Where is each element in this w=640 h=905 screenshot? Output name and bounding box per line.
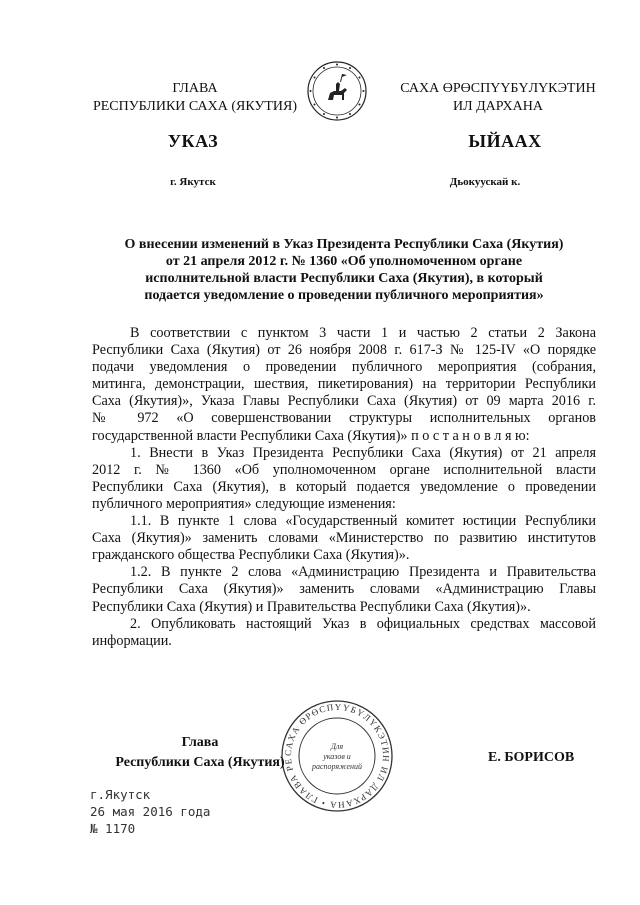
signature-title — [100, 733, 300, 773]
body-line: Республики Саха (Якутия), в который подается уведомление о проведении — [92, 478, 596, 495]
header-left-line1: ГЛАВА — [172, 81, 218, 96]
document-body — [92, 325, 596, 650]
signature-name: Е. БОРИСОВ — [488, 750, 575, 765]
body-line: 1. Внести в Указ Президента Республики Саха (Якутия) от 21 апреля — [130, 444, 596, 461]
body-line: В соответствии с пунктом 3 части 1 и частью 2 статьи 2 Закона — [130, 325, 596, 341]
title-line: от 21 апреля 2012 г. № 1360 «Об уполномоченном органе — [165, 254, 523, 269]
city-ru: г. Якутск — [170, 176, 216, 188]
body-line: информации. — [92, 632, 172, 649]
footer-city: г.Якутск — [90, 787, 151, 802]
body-line: 1.1. В пункте 1 слова «Государственный комитет юстиции Республики — [130, 513, 596, 530]
footer-date: 26 мая 2016 года — [90, 804, 211, 819]
header-right — [392, 80, 604, 116]
stamp-center-line2: указов и — [323, 752, 351, 761]
header-left — [70, 80, 320, 116]
footer-number: № 1170 — [90, 821, 136, 836]
body-line: Саха (Якутия)», Указа Главы Республики Саха (Якутия) от 09 марта 2016 г. — [92, 393, 596, 410]
body-line: подачи уведомления о проведении публичного мероприятия (собрания, — [92, 359, 596, 376]
document-footer — [90, 786, 210, 837]
document-title — [92, 236, 596, 304]
body-line: 2012 г. № 1360 «Об уполномоченном органе исполнительной власти — [92, 461, 596, 478]
body-line: Саха (Якутия)» заменить словами «Министерство по развитию институтов — [92, 530, 596, 547]
coat-of-arms-icon — [306, 60, 368, 122]
doc-type-ru: УКАЗ — [167, 131, 219, 151]
body-line: публичного мероприятия» следующие изменения: — [92, 495, 396, 512]
signature-title-line1: Глава — [181, 735, 219, 750]
city-sakha: Дьокуускай к. — [449, 176, 521, 188]
title-line: подается уведомление о проведении публичного мероприятия» — [144, 288, 544, 303]
body-line: Республики Саха (Якутия) и Правительства Республики Саха (Якутия)». — [92, 598, 531, 615]
doc-type-sakha: ЫЙААХ — [468, 131, 542, 151]
body-line: Республики Саха (Якутия)» заменить словами «Администрацию Главы — [92, 581, 596, 598]
body-line: № 972 «О совершенствовании структуры исполнительных органов — [92, 410, 596, 427]
body-line: 1.2. В пункте 2 слова «Администрацию Президента и Правительства — [130, 564, 596, 581]
body-line: гражданского общества Республики Саха (Якутия)». — [92, 547, 410, 564]
stamp-center-line1: Для — [330, 742, 344, 751]
header-left-line2: РЕСПУБЛИКИ САХА (ЯКУТИЯ) — [92, 99, 298, 114]
title-line: исполнительной власти Республики Саха (Якутия), в который — [145, 271, 543, 286]
signature-title-line2: Республики Саха (Якутия) — [115, 755, 285, 770]
title-line: О внесении изменений в Указ Президента Республики Саха (Якутия) — [124, 237, 564, 252]
body-line: Республики Саха (Якутия) от 26 ноября 2008 г. 617-З № 125-IV «О порядке — [92, 342, 596, 359]
body-line: митинга, демонстрации, шествия, пикетирования) на территории Республики — [92, 376, 596, 393]
body-line: 2. Опубликовать настоящий Указ в официальных средствах массовой — [130, 615, 596, 632]
body-line: государственной власти Республики Саха (Якутия)» п о с т а н о в л я ю: — [92, 427, 530, 444]
stamp-center-line3: распоряжений — [311, 762, 363, 771]
header-right-line1: САХА ӨРӨСПҮҮБҮЛҮКЭТИН — [400, 81, 596, 96]
stamp-ring-text: САХА ӨРӨСПҮҮБҮЛҮКЭТИН ИЛ ДАРХАНА • ГЛАВА РЕ — [282, 701, 392, 811]
header-right-line2: ИЛ ДАРХАНА — [452, 99, 543, 114]
